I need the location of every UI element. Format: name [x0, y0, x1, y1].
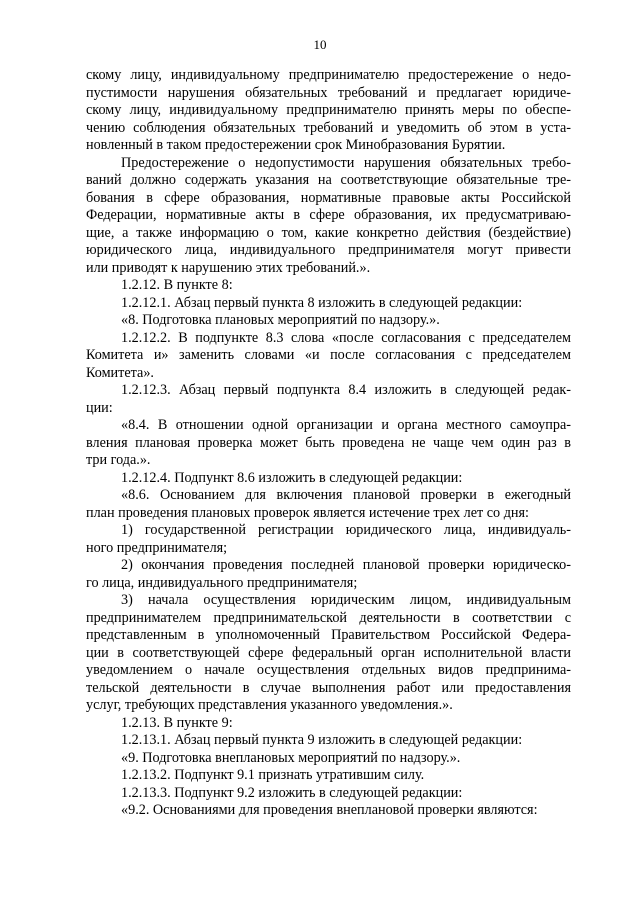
text-line: 1.2.12.4. Подпункт 8.6 изложить в следующей редакции: — [121, 469, 463, 486]
text-line: Комитета». — [86, 364, 154, 381]
text-line: тельской деятельности в случае выполнения работ или предоставления — [86, 679, 571, 696]
text-line: чению соблюдения обязательных требований и уведомить об этом в уста- — [86, 119, 571, 136]
text-line: 1) государственной регистрации юридического лица, индивидуаль- — [121, 522, 571, 538]
text-line: 1.2.13.1. Абзац первый пункта 9 изложить в следующей редакции: — [121, 732, 523, 748]
text-line: 1.2.12.3. Абзац первый подпункта 8.4 изложить в следующей редак- — [121, 382, 571, 398]
text-line: 3) начала осуществления юридическим лицом, индивидуальным — [121, 592, 571, 608]
text-line: го лица, индивидуального предпринимателя; — [86, 574, 358, 591]
text-line: Предостережение о недопустимости нарушения обязательных требо- — [121, 154, 571, 171]
text-line: 1.2.13. В пункте 9: — [121, 714, 233, 731]
text-line: ного предпринимателя; — [86, 539, 228, 556]
text-line: ции: — [86, 399, 113, 416]
text-line: пустимости нарушения обязательных требований и предлагает юридиче- — [86, 84, 571, 101]
text-line: предпринимателем предпринимательской деятельности в соответствии с — [86, 609, 571, 626]
text-line: юридического лица, индивидуального предпринимателя могут привести — [86, 242, 571, 258]
text-line: ваний должно содержать указания на соответствующие обязательные тре- — [86, 172, 571, 188]
text-line: представленным в уполномоченный Правительством Российской Федера- — [86, 627, 571, 643]
text-line: вления плановая проверка может быть проведена не чаще чем один раз в — [86, 434, 571, 451]
page-number: 10 — [313, 37, 327, 52]
text-line: 1.2.13.2. Подпункт 9.1 признать утратившим силу. — [121, 767, 425, 783]
text-line: 1.2.12.1. Абзац первый пункта 8 изложить в следующей редакции: — [121, 294, 523, 311]
text-line: скому лицу, индивидуальному предпринимателю предостережение о недо- — [86, 67, 571, 83]
text-line: Комитета и» заменить словами «и после согласования с председателем — [86, 347, 571, 363]
text-line: «8. Подготовка плановых мероприятий по надзору.». — [121, 312, 440, 328]
text-line: три года.». — [86, 452, 151, 468]
text-line: щие, а также информацию о том, какие конкретно действия (бездействие) — [86, 224, 571, 241]
text-line: план проведения плановых проверок является истечение трех лет со дня: — [86, 504, 529, 521]
document-body — [86, 67, 571, 820]
text-line: или приводят к нарушению этих требований.». — [86, 259, 371, 276]
text-line: «9. Подготовка внеплановых мероприятий по надзору.». — [121, 749, 461, 766]
text-line: 1.2.12. В пункте 8: — [121, 277, 233, 293]
text-line: «8.6. Основанием для включения плановой проверки в ежегодный — [121, 487, 571, 503]
text-line: «8.4. В отношении одной организации и органа местного самоупра- — [121, 417, 571, 433]
text-line: 1.2.13.3. Подпункт 9.2 изложить в следующей редакции: — [121, 784, 463, 801]
text-line: 2) окончания проведения последней плановой проверки юридическо- — [121, 557, 571, 573]
text-line: 1.2.12.2. В подпункте 8.3 слова «после согласования с председателем — [121, 329, 571, 346]
text-line: бования в сфере образования, нормативные правовые акты Российской — [86, 189, 571, 206]
text-line: новленный в таком предостережении срок Минобразования Бурятии. — [86, 137, 506, 153]
text-line: Федерации, нормативные акты в сфере образования, их предусматриваю- — [86, 207, 571, 223]
text-line: скому лицу, индивидуальному предпринимателю принять меры по обеспе- — [86, 102, 571, 118]
text-line: ции в соответствующей сфере федеральный орган исполнительной власти — [86, 644, 571, 661]
text-line: услуг, требующих представления указанного уведомления.». — [86, 697, 453, 713]
text-line: «9.2. Основаниями для проведения внеплановой проверки являются: — [121, 802, 538, 818]
text-line: уведомлением о начале осуществления отдельных видов предпринима- — [86, 662, 571, 678]
